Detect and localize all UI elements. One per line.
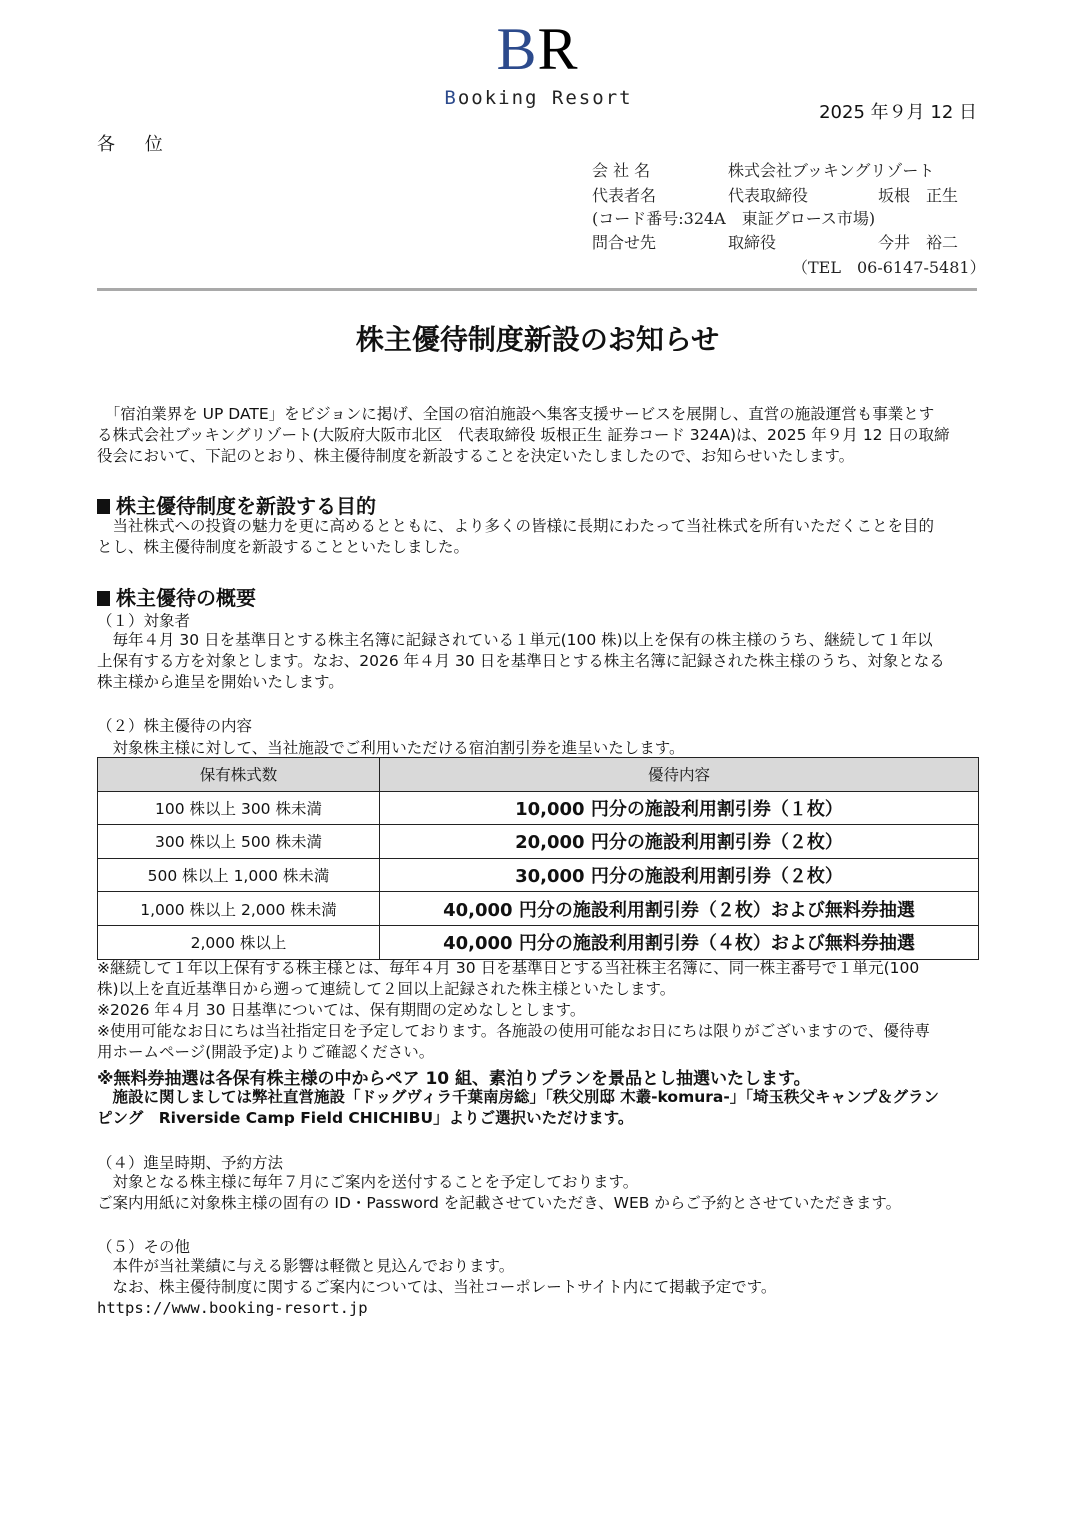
intro-line: 「宿泊業界を UP DATE」をビジョンに掲げ、全国の宿泊施設へ集客支援サービスを展開し、直営の施設運営も事業とす: [97, 405, 935, 423]
note-line: 用ホームページ(開設予定)よりご確認ください。: [97, 1043, 435, 1061]
company-label: 会 社 名: [592, 161, 651, 180]
stock-code-line: (コード番号:324A 東証グロース市場): [592, 209, 876, 228]
square-bullet-icon: [97, 591, 110, 606]
table-row: [98, 925, 979, 959]
shares-cell: 300 株以上 500 株未満: [98, 825, 380, 859]
contact-title: 取締役: [728, 233, 777, 252]
facility-line: 施設に関しましては弊社直営施設「ドッグヴィラ千葉南房総」「秩父別邸 木叢-komura-」「埼玉秩父キャンプ＆グラン: [97, 1088, 940, 1106]
content-intro: 対象株主様に対して、当社施設でご利用いただける宿泊割引券を進呈いたします。: [97, 739, 685, 757]
schedule-line: 対象となる株主様に毎年７月にご案内を送付することを予定しております。: [97, 1173, 639, 1191]
table-header-row: [98, 758, 979, 792]
representative-label: 代表者名: [592, 186, 657, 205]
contact-phone: （TEL 06-6147-5481）: [792, 258, 986, 277]
facility-line: ピング Riverside Camp Field CHICHIBU」よりご選択いただけます。: [97, 1109, 634, 1127]
note-line: ※継続して１年以上保有する株主様とは、毎年４月 30 日を基準日とする当社株主名簿に、同一株主番号で１単元(100: [97, 959, 920, 977]
other-line: 本件が当社業績に与える影響は軽微と見込んでおります。: [97, 1257, 515, 1275]
contact-name: 今井 裕二: [878, 233, 959, 252]
eligible-line: 毎年４月 30 日を基準日とする株主名簿に記録されている１単元(100 株)以上を保有の株主様のうち、継続して１年以: [97, 631, 933, 649]
subsection-content-label: （２）株主優待の内容: [97, 717, 253, 735]
note-line: 株)以上を直近基準日から遡って連続して２回以上記録された株主様といたします。: [97, 980, 676, 998]
representative-title: 代表取締役: [728, 186, 809, 205]
schedule-line: ご案内用紙に対象株主様の固有の ID・Password を記載させていただき、WEB からご予約とさせていただきます。: [97, 1194, 902, 1212]
table-header-cell: 保有株式数: [98, 758, 380, 792]
subsection-other-label: （５）その他: [97, 1238, 191, 1256]
table-row: [98, 892, 979, 926]
table-row: [98, 825, 979, 859]
corporate-site-link[interactable]: https://www.booking-resort.jp: [97, 1299, 368, 1317]
note-line: ※使用可能なお日にちは当社指定日を予定しております。各施設の使用可能なお日にちは限りがございますので、優待専: [97, 1022, 930, 1040]
intro-line: る株式会社ブッキングリゾート(大阪府大阪市北区 代表取締役 坂根正生 証券コード 324A)は、2025 年９月 12 日の取締: [97, 426, 950, 444]
intro-line: 役会において、下記のとおり、株主優待制度を新設することを決定いたしましたので、お知らせいたします。: [97, 447, 855, 465]
notes-block: [97, 958, 977, 1063]
benefit-cell: 10,000 円分の施設利用割引券（１枚）: [380, 791, 979, 825]
eligible-line: 上保有する方を対象とします。なお、2026 年４月 30 日を基準日とする株主名簿に記録された株主様のうち、対象となる: [97, 652, 945, 670]
note-line: ※2026 年４月 30 日基準については、保有期間の定めなしとします。: [97, 1001, 586, 1019]
subsection-eligible-label: （１）対象者: [97, 612, 191, 630]
facility-paragraph: [97, 1087, 977, 1129]
table-row: [98, 858, 979, 892]
table-row: [98, 791, 979, 825]
benefit-cell: 20,000 円分の施設利用割引券（２枚）: [380, 825, 979, 859]
shares-cell: 1,000 株以上 2,000 株未満: [98, 892, 380, 926]
contact-label: 問合せ先: [592, 233, 657, 252]
lottery-note: ※無料券抽選は各保有株主様の中からペア 10 組、素泊りプランを景品とし抽選いたします。: [97, 1069, 811, 1089]
other-paragraph: [97, 1256, 977, 1319]
benefit-cell: 40,000 円分の施設利用割引券（４枚）および無料券抽選: [380, 925, 979, 959]
intro-paragraph: [97, 404, 977, 467]
square-bullet-icon: [97, 499, 110, 514]
subsection-schedule-label: （４）進呈時期、予約方法: [97, 1154, 284, 1172]
issue-date: 2025 年９月 12 日: [819, 102, 977, 123]
schedule-paragraph: [97, 1172, 977, 1214]
other-line: なお、株主優待制度に関するご案内については、当社コーポレートサイト内にて掲載予定です。: [97, 1278, 777, 1296]
benefit-cell: 40,000 円分の施設利用割引券（２枚）および無料券抽選: [380, 892, 979, 926]
company-logo-text: Booking Resort: [444, 87, 633, 109]
purpose-line: 当社株式への投資の魅力を更に高めるとともに、より多くの皆様に長期にわたって当社株式を所有いただくことを目的: [97, 517, 935, 535]
header-divider: [97, 288, 977, 291]
benefits-table: [97, 757, 979, 960]
purpose-line: とし、株主優待制度を新設することといたしました。: [97, 538, 470, 556]
shares-cell: 500 株以上 1,000 株未満: [98, 858, 380, 892]
company-logo-mark: BR: [496, 16, 579, 82]
section-heading-purpose: 株主優待制度を新設する目的: [97, 490, 376, 519]
page-title: 株主優待制度新設のお知らせ: [355, 323, 720, 356]
table-header-cell: 優待内容: [380, 758, 979, 792]
company-name: 株式会社ブッキングリゾート: [728, 161, 935, 180]
representative-name: 坂根 正生: [878, 186, 959, 205]
shares-cell: 100 株以上 300 株未満: [98, 791, 380, 825]
addressee: 各 位: [97, 134, 175, 155]
eligible-paragraph: [97, 630, 977, 693]
benefit-cell: 30,000 円分の施設利用割引券（２枚）: [380, 858, 979, 892]
purpose-paragraph: [97, 516, 977, 558]
section-heading-overview: 株主優待の概要: [97, 582, 256, 611]
eligible-line: 株主様から進呈を開始いたします。: [97, 673, 344, 691]
shares-cell: 2,000 株以上: [98, 925, 380, 959]
